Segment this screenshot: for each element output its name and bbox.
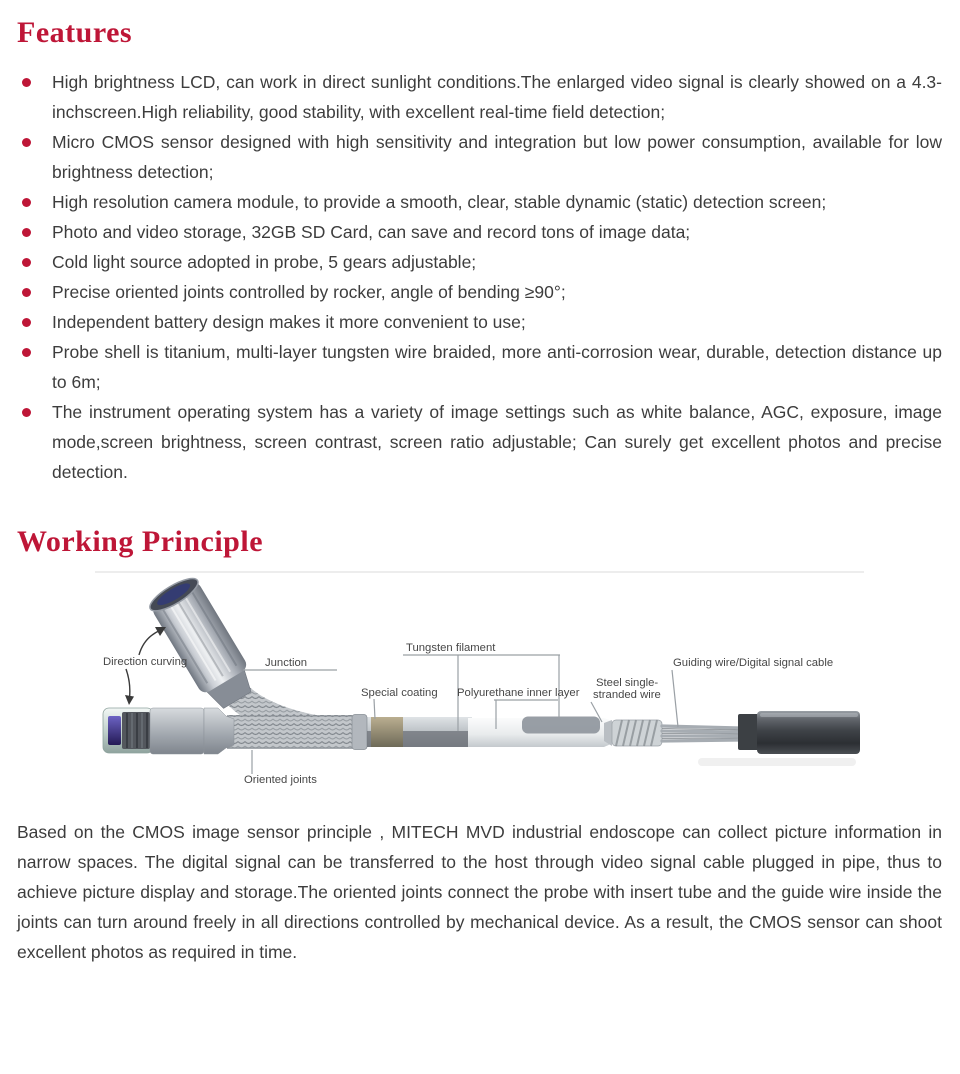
bullet-icon [22,258,31,267]
bullet-icon [22,348,31,357]
label-tungsten-filament: Tungsten filament [406,642,496,654]
bullet-icon [22,318,31,327]
feature-item [52,217,942,247]
feature-item-text: Independent battery design makes it more convenient to use; [52,312,526,332]
bent-probe-head [146,573,261,714]
guiding-wires [662,726,740,741]
label-steel-wire-line1: Steel single- [596,677,659,689]
bullet-icon [22,198,31,207]
tip-body [150,708,204,754]
feature-item [52,397,942,487]
camera-lens [108,716,121,745]
bullet-icon [22,408,31,417]
label-special-coating: Special coating [361,687,438,699]
tube-ring [352,715,367,750]
feature-item [52,277,942,307]
cable-body [757,711,860,754]
knurled-ring [122,712,150,749]
feature-item [52,337,942,397]
label-oriented-joints: Oriented joints [244,774,317,786]
cable-connector [738,714,759,750]
bullet-icon [22,78,31,87]
bullet-icon [22,228,31,237]
feature-item-text: Precise oriented joints controlled by rocker, angle of bending ≥90°; [52,282,566,302]
label-direction-curving: Direction curving [103,656,188,668]
bullet-icon [22,138,31,147]
special-coating-band [371,717,403,747]
curving-arrow-up [139,630,161,655]
curving-arrow-down-head [125,695,134,705]
label-polyurethane-inner-layer: Polyurethane inner layer [457,687,580,699]
endoscope-diagram [0,569,960,801]
working-principle-section [17,525,942,967]
features-title: Features [17,16,133,49]
working-principle-paragraph: Based on the CMOS image sensor principle , MITECH MVD industrial endoscope can collect picture information in narrow spaces. The digital signal can be transferred to the host through video signal cable plugged in pipe, thus to achieve picture display and storage.The oriented joints connect the probe with insert tube and the guide wire inside the joints can turn around freely in all directions controlled by mechanical device. As a result, the CMOS sensor can shoot excellent photos as required in time. [17,822,942,962]
guiding-wire-leader-line [672,670,678,727]
label-junction: Junction [265,657,308,669]
watermark-smudge [698,758,856,766]
feature-item [52,307,942,337]
feature-item-text: Micro CMOS sensor designed with high sensitivity and integration but low power consumption, available for low brightness detection; [52,132,942,182]
feature-item [52,247,942,277]
features-section [17,16,942,487]
tungsten-filament-band [522,717,600,734]
label-steel-wire-line2: stranded wire [593,689,661,701]
features-list [17,67,942,487]
feature-item [52,67,942,127]
feature-item-text: Cold light source adopted in probe, 5 gears adjustable; [52,252,477,272]
feature-item [52,187,942,217]
feature-item-text: The instrument operating system has a variety of image settings such as white balance, AGC, exposure, image mode,screen brightness, screen contrast, screen ratio adjustable; Can surely get excellent photos and precise detection. [52,402,942,482]
endoscope-diagram-svg [0,569,960,801]
feature-item-text: High brightness LCD, can work in direct sunlight conditions.The enlarged video signal is clearly showed on a 4.3-inchscreen.High reliability, good stability, with excellent real-time field detection; [52,72,942,122]
feature-item [52,127,942,187]
special-coating-leader-line [374,699,375,719]
curving-arrow-down [126,669,130,698]
oriented-joints-braid [227,715,353,749]
working-principle-title: Working Principle [17,525,264,558]
feature-item-text: Probe shell is titanium, multi-layer tungsten wire braided, more anti-corrosion wear, durable, detection distance up to 6m; [52,342,942,392]
feature-item-text: Photo and video storage, 32GB SD Card, can save and record tons of image data; [52,222,691,242]
probe-tip [103,708,234,754]
feature-item-text: High resolution camera module, to provide a smooth, clear, stable dynamic (static) detection screen; [52,192,827,212]
label-guiding-wire: Guiding wire/Digital signal cable [673,657,834,669]
steel-wire-coil [604,720,662,746]
insert-tube [352,715,618,750]
bullet-icon [22,288,31,297]
